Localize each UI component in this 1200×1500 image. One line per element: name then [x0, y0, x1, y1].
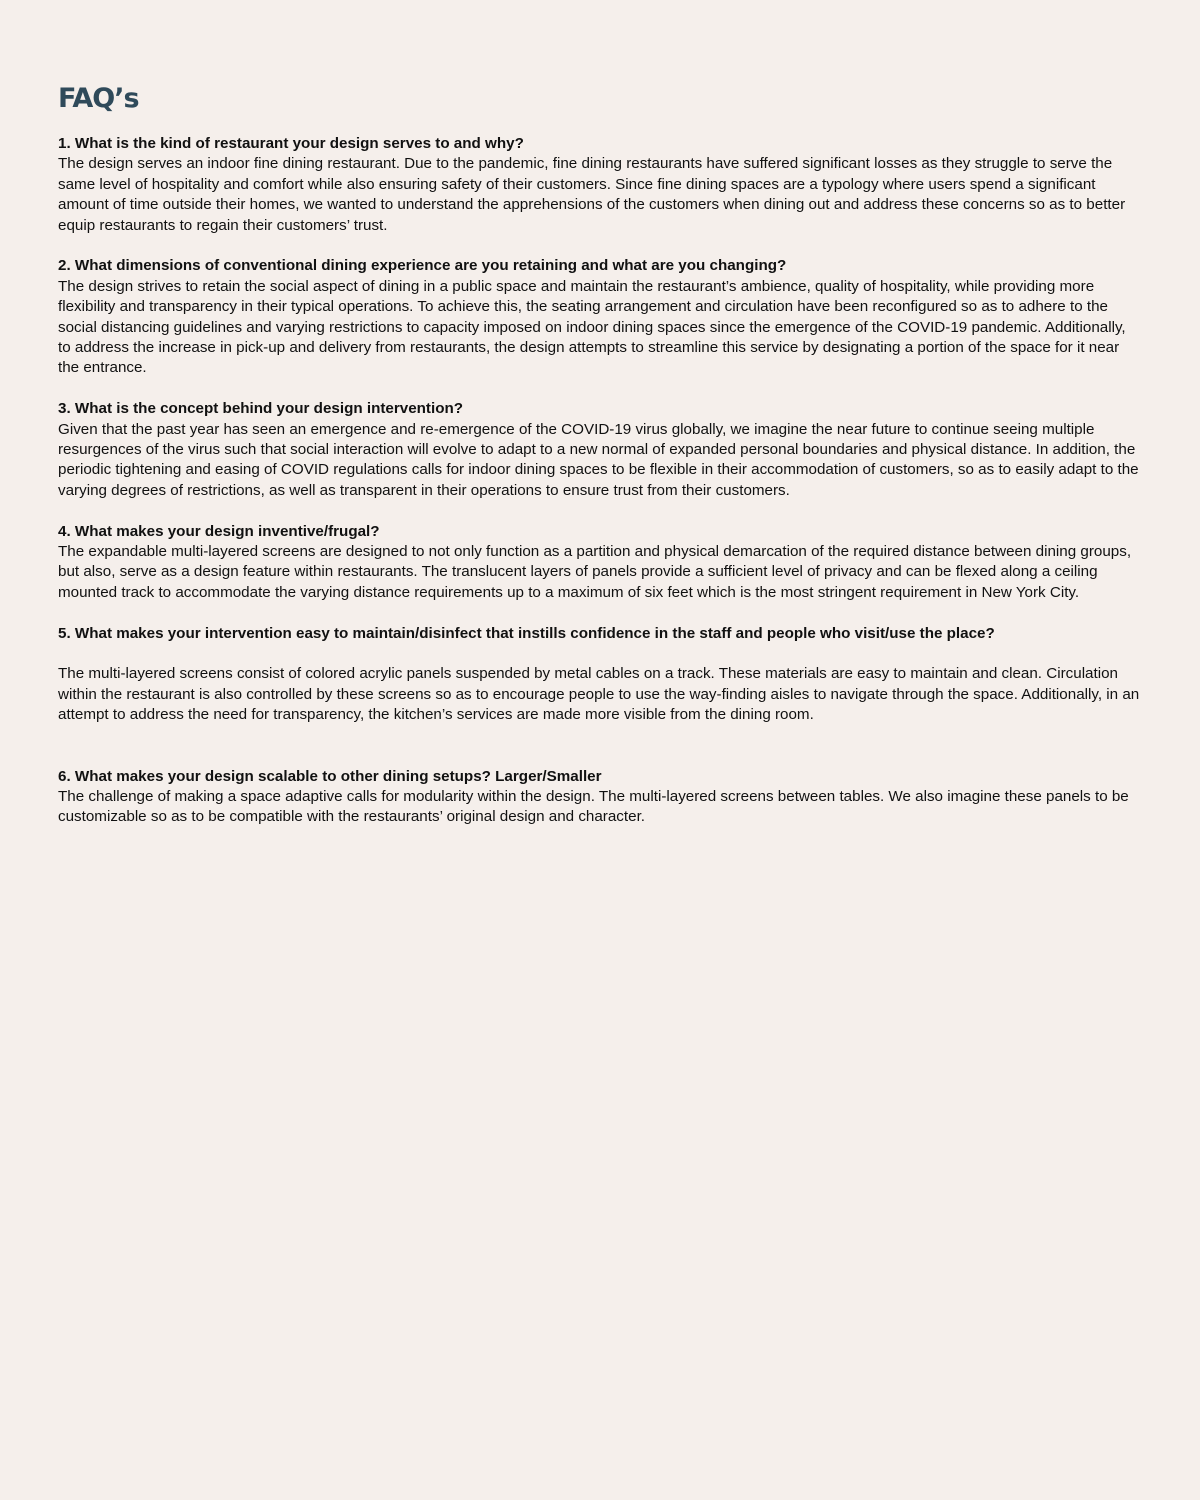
faq-question: 4. What makes your design inventive/frugal?	[58, 522, 380, 540]
faq-answer: Given that the past year has seen an emergence and re-emergence of the COVID-19 virus globally, we imagine the near future to continue seeing multiple resurgences of the virus such that social interaction will evolve to adapt to a new normal of expanded personal boundaries and physical distance. In addition, the periodic tightening and easing of COVID regulations calls for indoor dining spaces to be flexible in their accommodation of customers, so as to easily adapt to the varying degrees of restrictions, as well as transparent in their operations to ensure trust from their customers.	[58, 420, 1139, 499]
faq-answer: The challenge of making a space adaptive calls for modularity within the design. The multi-layered screens between tables. We also imagine these panels to be customizable so as to be compatible with the restaurants’ original design and character.	[58, 787, 1129, 826]
faq-question: 5. What makes your intervention easy to maintain/disinfect that instills confidence in the staff and people who visit/use the place?	[58, 624, 995, 642]
faq-question: 3. What is the concept behind your design intervention?	[58, 400, 464, 418]
faq-item-1	[58, 134, 1142, 236]
page-title: FAQ’s	[58, 83, 139, 114]
faq-item-6	[58, 767, 1142, 828]
faq-item-3	[58, 399, 1142, 501]
faq-question: 6. What makes your design scalable to other dining setups? Larger/Smaller	[58, 767, 602, 785]
faq-answer: The multi-layered screens consist of colored acrylic panels suspended by metal cables on a track. These materials are easy to maintain and clean. Circulation within the restaurant is also controlled by these screens so as to encourage people to use the way-finding aisles to navigate through the space. Additionally, in an attempt to address the need for transparency, the kitchen’s services are made more visible from the dining room.	[58, 665, 1140, 724]
faq-answer: The design serves an indoor fine dining restaurant. Due to the pandemic, fine dining restaurants have suffered significant losses as they struggle to serve the same level of hospitality and comfort while also ensuring safety of their customers. Since fine dining spaces are a typology where users spend a significant amount of time outside their homes, we wanted to understand the apprehensions of the customers when dining out and address these concerns so as to better equip restaurants to regain their customers’ trust.	[58, 155, 1126, 234]
faq-answer: The expandable multi-layered screens are designed to not only function as a partition and physical demarcation of the required distance between dining groups, but also, serve as a design feature within restaurants. The translucent layers of panels provide a sufficient level of privacy and can be flexed along a ceiling mounted track to accommodate the varying distance requirements up to a maximum of six feet which is the most stringent requirement in New York City.	[58, 543, 1132, 601]
faq-list	[58, 134, 1142, 828]
faq-question: 2. What dimensions of conventional dining experience are you retaining and what are you changing?	[58, 257, 787, 275]
faq-item-4	[58, 522, 1142, 604]
faq-item-2	[58, 256, 1142, 378]
faq-answer: The design strives to retain the social aspect of dining in a public space and maintain the restaurant’s ambience, quality of hospitality, while providing more flexibility and transparency in their typical operations. To achieve this, the seating arrangement and circulation have been reconfigured so as to adhere to the social distancing guidelines and varying restrictions to capacity imposed on indoor dining spaces since the emergence of the COVID-19 pandemic. Additionally, to address the increase in pick-up and delivery from restaurants, the design attempts to streamline this service by designating a portion of the space for it near the entrance.	[58, 277, 1126, 377]
faq-item-5	[58, 624, 1142, 726]
faq-question: 1. What is the kind of restaurant your design serves to and why?	[58, 135, 524, 152]
faq-page	[58, 78, 1142, 828]
